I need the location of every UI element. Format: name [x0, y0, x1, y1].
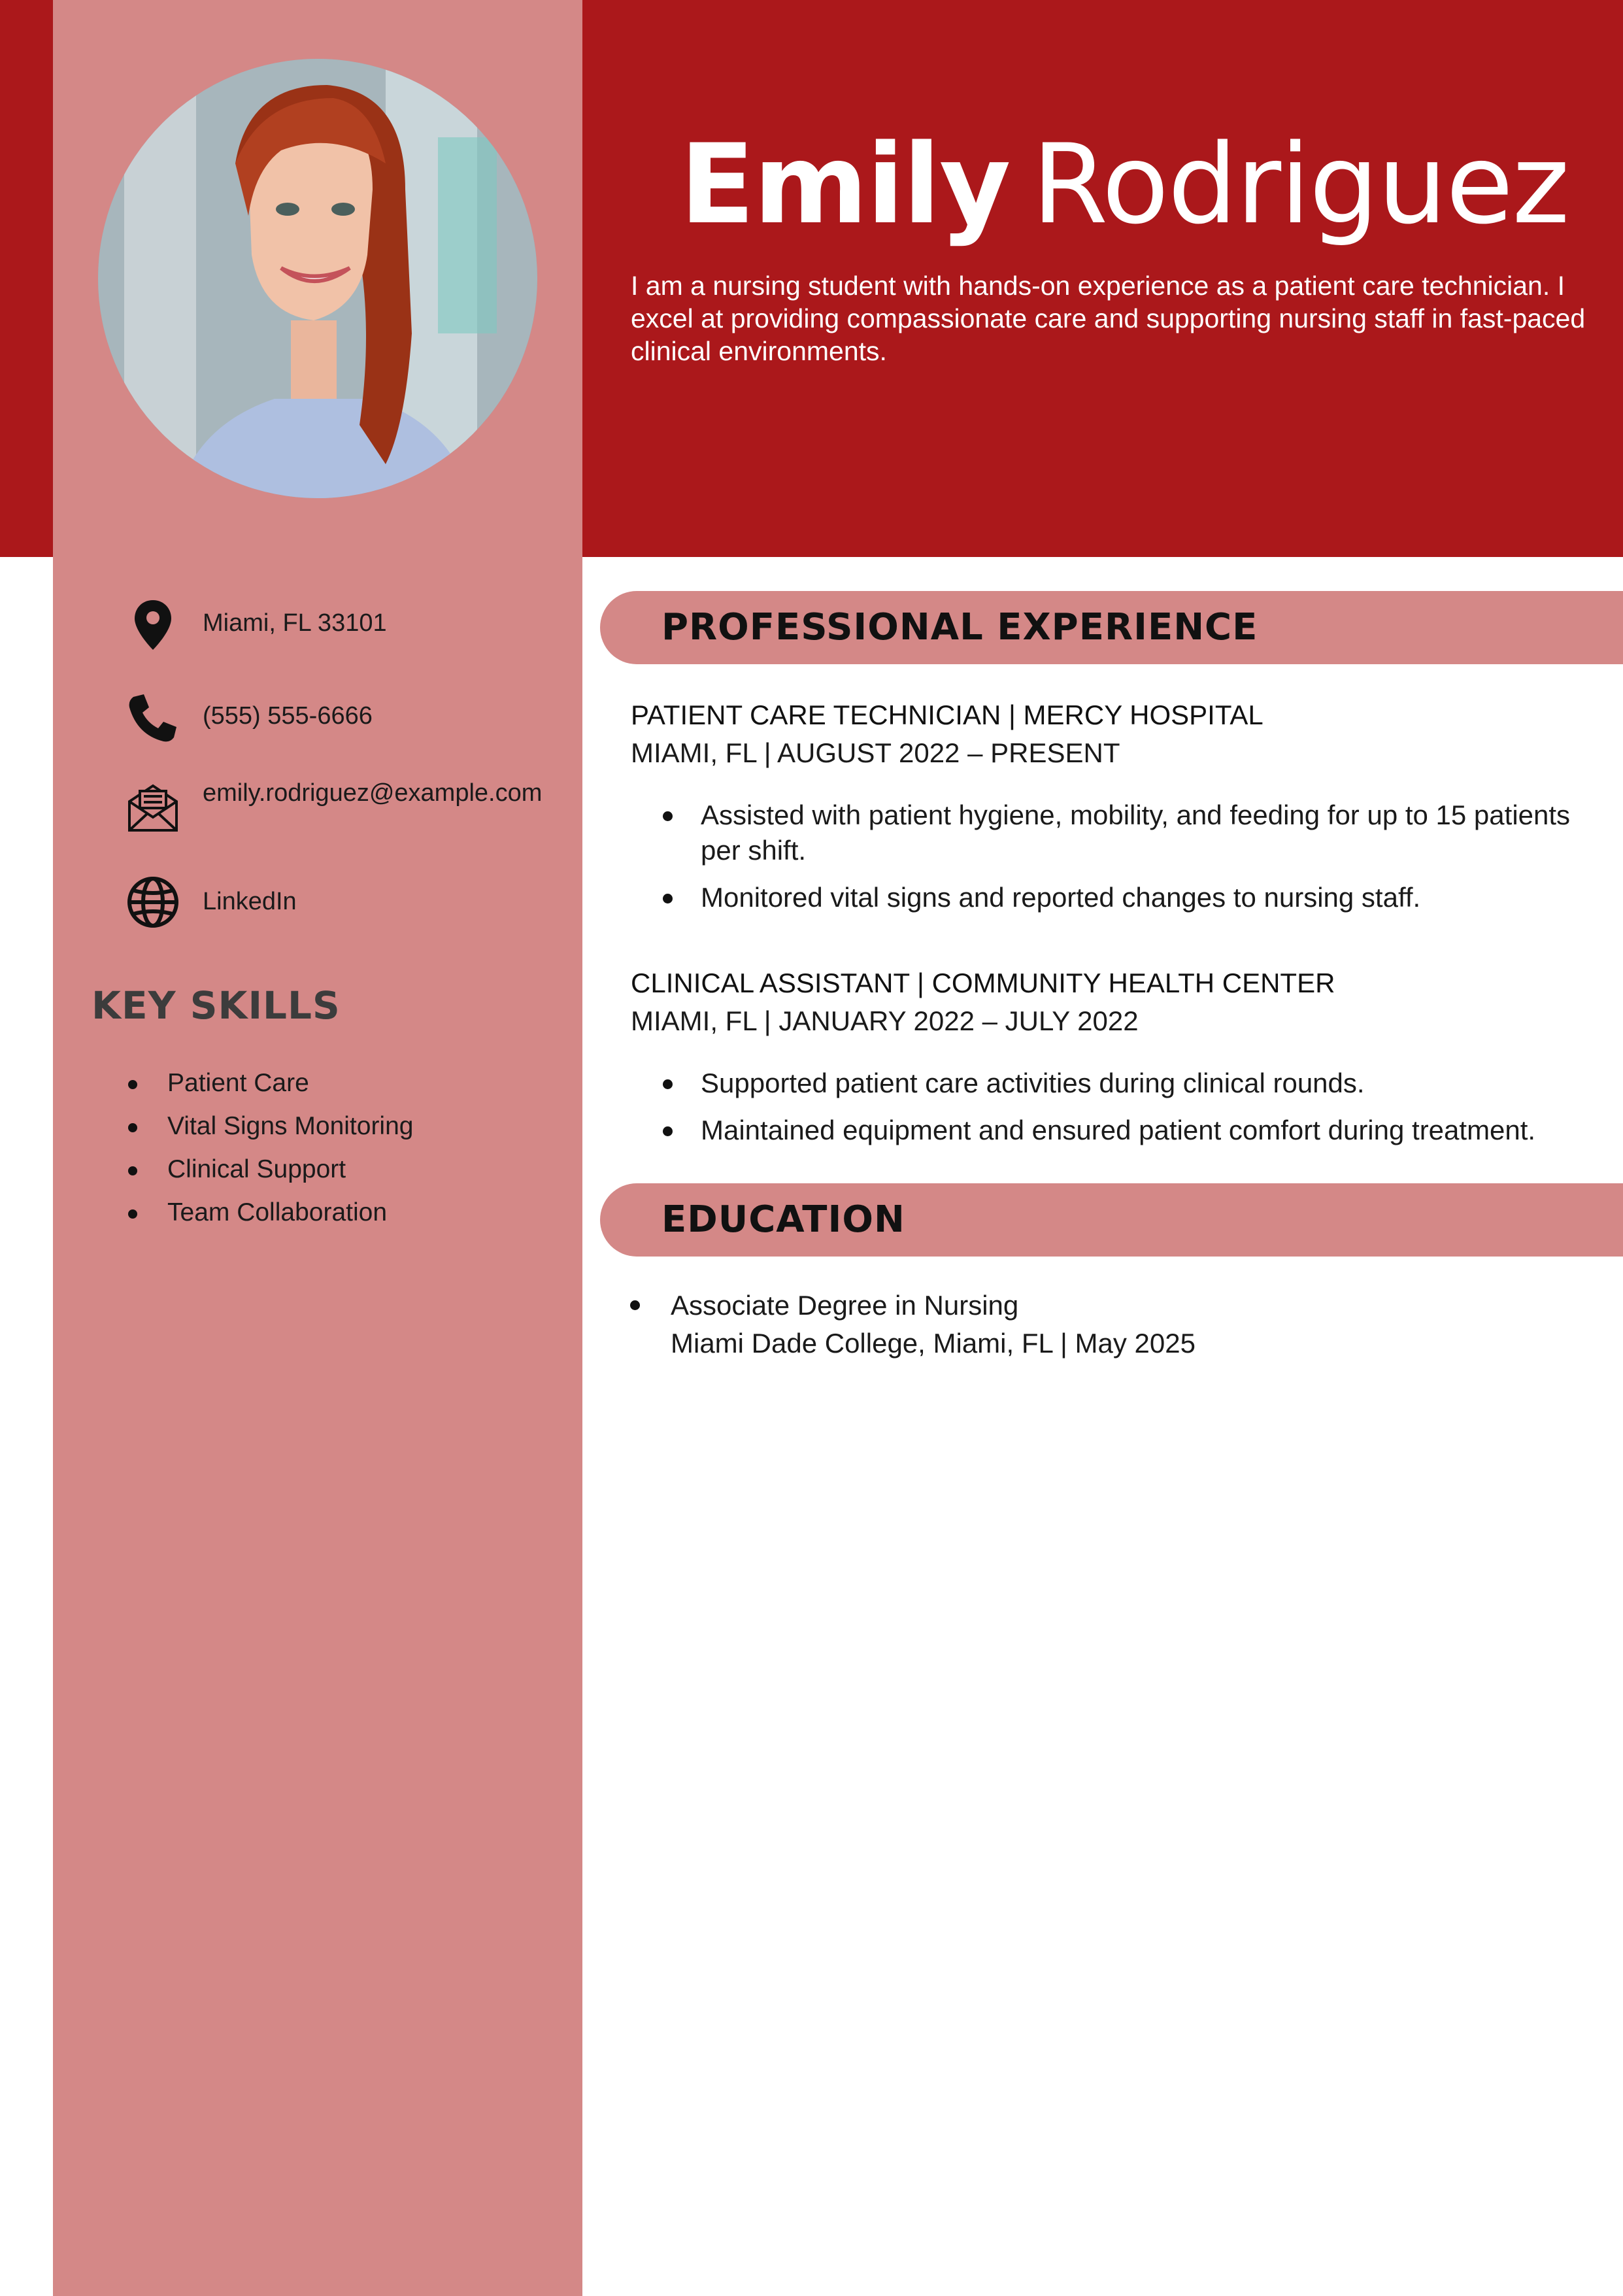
phone-icon: [124, 689, 182, 747]
map-pin-icon: [124, 596, 182, 654]
job-bullet: Assisted with patient hygiene, mobility, and feeding for up to 15 patients per shift.: [660, 798, 1608, 868]
email-text[interactable]: emily.rodriguez@example.com: [203, 779, 543, 807]
skills-list: [124, 1062, 413, 1234]
first-name: Emily: [680, 120, 1010, 248]
job-meta: MIAMI, FL | AUGUST 2022 – PRESENT: [631, 737, 1120, 768]
skill-item: Team Collaboration: [124, 1191, 413, 1234]
summary-text: I am a nursing student with hands-on experience as a patient care technician. I excel at providing compassionate care and supporting nursing staff in fast-paced clinical environments.: [631, 271, 1586, 366]
education-section-header: [600, 1183, 1623, 1257]
bullet-dot: [630, 1300, 640, 1310]
skill-item: Clinical Support: [124, 1148, 413, 1191]
phone-text: (555) 555-6666: [203, 702, 373, 730]
job-title: CLINICAL ASSISTANT | COMMUNITY HEALTH CENTER: [631, 968, 1335, 998]
profile-photo: [98, 59, 537, 498]
school-text: Miami Dade College, Miami, FL | May 2025: [671, 1328, 1196, 1359]
skill-item: Vital Signs Monitoring: [124, 1105, 413, 1148]
mail-icon: [124, 778, 182, 836]
skill-item: Patient Care: [124, 1062, 413, 1105]
job-bullet: Monitored vital signs and reported changes to nursing staff.: [660, 880, 1608, 915]
job-meta: MIAMI, FL | JANUARY 2022 – JULY 2022: [631, 1005, 1139, 1036]
job-bullets: [660, 1066, 1608, 1160]
candidate-name: [680, 120, 1595, 248]
job-bullet: Supported patient care activities during clinical rounds.: [660, 1066, 1608, 1101]
linkedin-link[interactable]: LinkedIn: [203, 888, 297, 915]
degree-text: Associate Degree in Nursing: [671, 1290, 1019, 1321]
education-entry: [629, 1287, 1577, 1362]
location-text: Miami, FL 33101: [203, 609, 387, 637]
last-name: Rodriguez: [1031, 120, 1569, 248]
job-bullet: Maintained equipment and ensured patient comfort during treatment.: [660, 1113, 1608, 1148]
globe-icon: [124, 873, 182, 931]
job-bullets: [660, 798, 1608, 927]
education-heading: EDUCATION: [661, 1198, 905, 1241]
experience-heading: PROFESSIONAL EXPERIENCE: [661, 606, 1258, 649]
experience-section-header: [600, 591, 1623, 664]
skills-heading: KEY SKILLS: [92, 983, 341, 1028]
job-title: PATIENT CARE TECHNICIAN | MERCY HOSPITAL: [631, 700, 1263, 730]
